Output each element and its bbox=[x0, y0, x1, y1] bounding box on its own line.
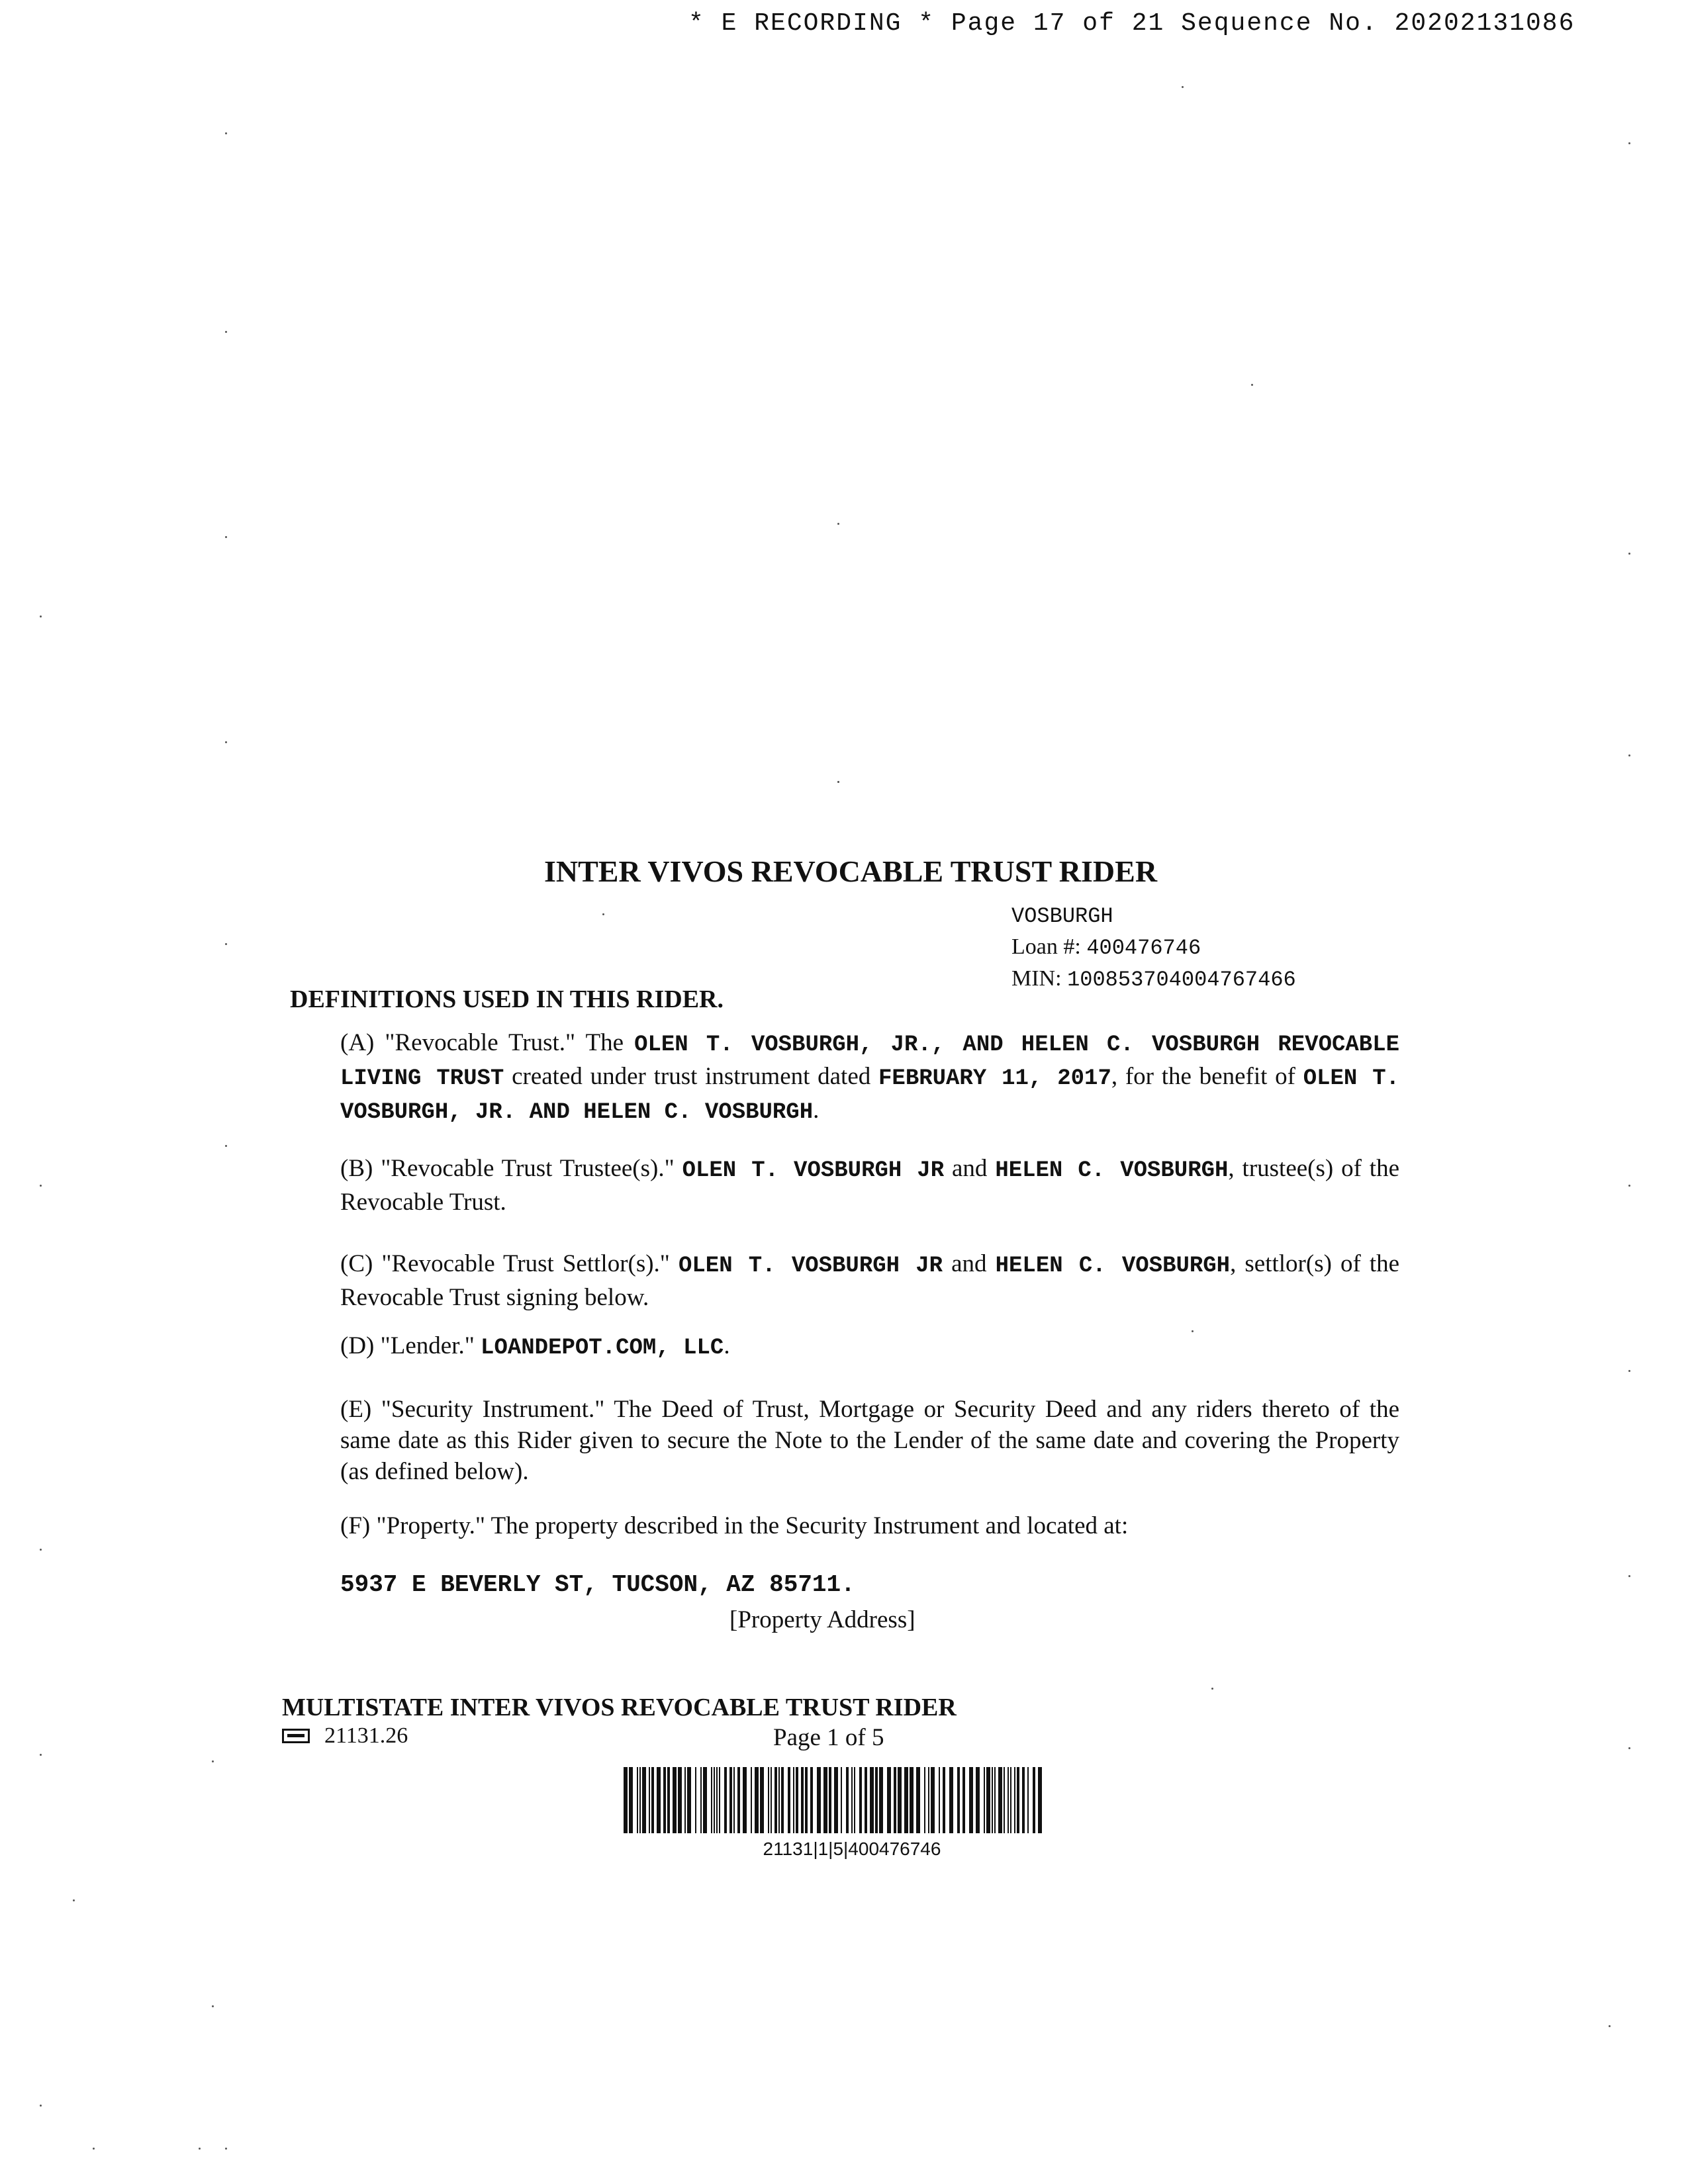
scan-speck bbox=[225, 1145, 227, 1147]
barcode-bar bbox=[678, 1767, 682, 1833]
barcode-bar bbox=[962, 1767, 965, 1833]
barcode-bar bbox=[924, 1767, 925, 1833]
definition-c-prefix: (C) "Revocable Trust Settlor(s)." bbox=[340, 1250, 670, 1277]
scan-speck bbox=[73, 1899, 75, 1901]
barcode-bar bbox=[986, 1767, 990, 1833]
barcode-bar bbox=[865, 1767, 867, 1833]
definition-c-and: and bbox=[951, 1250, 987, 1277]
barcode-bar bbox=[719, 1767, 720, 1833]
definition-d bbox=[340, 1330, 1399, 1364]
scan-speck bbox=[40, 1549, 42, 1551]
barcode-bar bbox=[651, 1767, 654, 1833]
barcode-bar bbox=[657, 1767, 661, 1833]
barcode-bar bbox=[817, 1767, 821, 1833]
scan-speck bbox=[225, 741, 227, 743]
barcode-bar bbox=[879, 1767, 883, 1833]
scan-speck bbox=[837, 523, 839, 525]
barcode-bar bbox=[939, 1767, 940, 1833]
barcode-bar bbox=[1038, 1767, 1042, 1833]
barcode-bar bbox=[810, 1767, 813, 1833]
scan-speck bbox=[602, 913, 604, 915]
definitions-heading: DEFINITIONS USED IN THIS RIDER. bbox=[290, 985, 724, 1013]
page-number: Page 1 of 5 bbox=[773, 1724, 884, 1751]
barcode-bar bbox=[714, 1767, 715, 1833]
scan-speck bbox=[225, 2148, 227, 2150]
property-address-label: [Property Address] bbox=[729, 1606, 915, 1633]
barcode-bar bbox=[1014, 1767, 1015, 1833]
barcode-bar bbox=[931, 1767, 935, 1833]
barcode-bar bbox=[823, 1767, 827, 1833]
min-label: MIN: bbox=[1011, 966, 1062, 991]
scan-speck bbox=[225, 536, 227, 538]
barcode-bar bbox=[733, 1767, 735, 1833]
barcode-bar bbox=[894, 1767, 896, 1833]
scan-speck bbox=[1628, 142, 1630, 144]
barcode-bar bbox=[743, 1767, 747, 1833]
barcode-bar bbox=[760, 1767, 764, 1833]
barcode-bar bbox=[805, 1767, 808, 1833]
barcode-bar bbox=[998, 1767, 1002, 1833]
barcode-bar bbox=[649, 1767, 650, 1833]
scan-speck bbox=[225, 943, 227, 945]
definition-b-and: and bbox=[952, 1155, 988, 1182]
barcode-bar bbox=[904, 1767, 908, 1833]
definition-b-prefix: (B) "Revocable Trust Trustee(s)." bbox=[340, 1155, 675, 1182]
scan-speck bbox=[1628, 553, 1630, 555]
property-address: 5937 E BEVERLY ST, TUCSON, AZ 85711. bbox=[340, 1571, 855, 1598]
barcode-bar bbox=[859, 1767, 862, 1833]
barcode-bar bbox=[751, 1767, 752, 1833]
definition-b-suffix: , trustee(s) of the Revocable Trust. bbox=[340, 1155, 1399, 1216]
barcode-bar bbox=[1027, 1767, 1029, 1833]
barcode-bar bbox=[737, 1767, 740, 1833]
scan-speck bbox=[1211, 1688, 1213, 1690]
barcode-bar bbox=[624, 1767, 628, 1833]
barcode bbox=[624, 1767, 1047, 1833]
scan-speck bbox=[40, 1185, 42, 1187]
barcode-bar bbox=[957, 1767, 960, 1833]
trustee-name-1: OLEN T. VOSBURGH JR bbox=[682, 1158, 945, 1183]
barcode-bar bbox=[801, 1767, 804, 1833]
form-number: 21131.26 bbox=[324, 1723, 408, 1748]
barcode-bar bbox=[976, 1767, 980, 1833]
definition-c-suffix: , settlor(s) of the Revocable Trust signing below. bbox=[340, 1250, 1400, 1311]
scan-speck bbox=[40, 2105, 42, 2107]
form-title: MULTISTATE INTER VIVOS REVOCABLE TRUST RIDER bbox=[282, 1694, 957, 1721]
definition-a-prefix: (A) "Revocable Trust." The bbox=[340, 1029, 624, 1056]
barcode-bar bbox=[834, 1767, 838, 1833]
barcode-bar bbox=[898, 1767, 902, 1833]
definition-a-mid: created under trust instrument dated bbox=[512, 1063, 871, 1090]
barcode-bar bbox=[716, 1767, 718, 1833]
barcode-bar bbox=[642, 1767, 646, 1833]
loan-info-block bbox=[1011, 901, 1296, 995]
barcode-bar bbox=[771, 1767, 772, 1833]
barcode-bar bbox=[700, 1767, 702, 1833]
barcode-bar bbox=[768, 1767, 769, 1833]
barcode-bar bbox=[910, 1767, 914, 1833]
barcode-bar bbox=[629, 1767, 633, 1833]
barcode-bar bbox=[673, 1767, 677, 1833]
scan-speck bbox=[1628, 1747, 1630, 1749]
scan-speck bbox=[1628, 754, 1630, 756]
form-logo-icon bbox=[282, 1729, 310, 1743]
barcode-bar bbox=[1004, 1767, 1005, 1833]
barcode-bar bbox=[637, 1767, 638, 1833]
loan-number-line bbox=[1011, 932, 1296, 964]
barcode-bar bbox=[846, 1767, 849, 1833]
barcode-bar bbox=[829, 1767, 831, 1833]
definition-c bbox=[340, 1248, 1399, 1313]
scan-speck bbox=[93, 2148, 95, 2150]
barcode-bar bbox=[887, 1767, 891, 1833]
scan-speck bbox=[225, 132, 227, 134]
barcode-bar bbox=[949, 1767, 953, 1833]
scan-speck bbox=[212, 2005, 214, 2007]
trustee-name-2: HELEN C. VOSBURGH bbox=[995, 1158, 1229, 1183]
recording-header: * E RECORDING * Page 17 of 21 Sequence No. 20202131086 bbox=[688, 9, 1575, 38]
barcode-bar bbox=[684, 1767, 686, 1833]
definition-d-prefix: (D) "Lender." bbox=[340, 1332, 475, 1359]
definition-a-end: . bbox=[813, 1097, 820, 1124]
scan-speck bbox=[40, 1754, 42, 1756]
barcode-bar bbox=[687, 1767, 691, 1833]
barcode-bar bbox=[1010, 1767, 1011, 1833]
barcode-bar bbox=[695, 1767, 696, 1833]
barcode-bar bbox=[639, 1767, 641, 1833]
form-code bbox=[282, 1723, 408, 1749]
barcode-bar bbox=[928, 1767, 929, 1833]
barcode-bar bbox=[663, 1767, 666, 1833]
barcode-bar bbox=[1008, 1767, 1009, 1833]
scan-speck bbox=[199, 2148, 201, 2150]
scan-speck bbox=[1192, 1330, 1194, 1332]
scan-speck bbox=[1251, 384, 1253, 386]
barcode-bar bbox=[992, 1767, 993, 1833]
scan-speck bbox=[1182, 86, 1184, 88]
barcode-bar bbox=[755, 1767, 759, 1833]
barcode-bar bbox=[875, 1767, 878, 1833]
barcode-text: 21131|1|5|400476746 bbox=[763, 1839, 941, 1859]
barcode-bar bbox=[994, 1767, 996, 1833]
min-line bbox=[1011, 964, 1296, 995]
trust-name: OLEN T. VOSBURGH, JR., AND HELEN C. VOSBURGH REVOCABLE LIVING TRUST bbox=[340, 1032, 1400, 1091]
barcode-bar bbox=[854, 1767, 855, 1833]
definition-a-mid2: , for the benefit of bbox=[1111, 1063, 1295, 1090]
barcode-bar bbox=[778, 1767, 780, 1833]
scan-speck bbox=[837, 781, 839, 783]
barcode-bar bbox=[724, 1767, 727, 1833]
settlor-name-1: OLEN T. VOSBURGH JR bbox=[678, 1253, 943, 1279]
barcode-bar bbox=[1033, 1767, 1035, 1833]
document-title: INTER VIVOS REVOCABLE TRUST RIDER bbox=[543, 854, 1158, 888]
barcode-bar bbox=[711, 1767, 712, 1833]
barcode-bar bbox=[1017, 1767, 1019, 1833]
scan-speck bbox=[1609, 2025, 1611, 2027]
scan-speck bbox=[212, 1760, 214, 1762]
barcode-bar bbox=[851, 1767, 853, 1833]
scan-speck bbox=[1628, 1370, 1630, 1372]
barcode-bar bbox=[969, 1767, 973, 1833]
borrower-surname: VOSBURGH bbox=[1011, 904, 1113, 929]
barcode-bar bbox=[916, 1767, 920, 1833]
barcode-bar bbox=[984, 1767, 985, 1833]
barcode-bar bbox=[943, 1767, 945, 1833]
lender-name: LOANDEPOT.COM, LLC bbox=[481, 1336, 724, 1361]
loan-number: 400476746 bbox=[1086, 936, 1201, 960]
barcode-bar bbox=[793, 1767, 794, 1833]
trust-date: FEBRUARY 11, 2017 bbox=[878, 1066, 1111, 1091]
definition-f: (F) "Property." The property described in the Security Instrument and located at: bbox=[340, 1512, 1129, 1539]
barcode-bar bbox=[841, 1767, 842, 1833]
settlor-name-2: HELEN C. VOSBURGH bbox=[995, 1253, 1231, 1279]
min-number: 100853704004767466 bbox=[1067, 968, 1296, 992]
definition-a bbox=[340, 1027, 1399, 1128]
scan-speck bbox=[1628, 1575, 1630, 1577]
barcode-bar bbox=[796, 1767, 798, 1833]
definition-b bbox=[340, 1153, 1399, 1218]
barcode-bar bbox=[667, 1767, 670, 1833]
definition-e: (E) "Security Instrument." The Deed of Trust, Mortgage or Security Deed and any riders thereto of the same date as this Rider given to secure the Note to the Lender of the same date and covering the Property (as defined below). bbox=[340, 1396, 1399, 1485]
barcode-bar bbox=[774, 1767, 777, 1833]
barcode-bar bbox=[1022, 1767, 1025, 1833]
loan-number-label: Loan #: bbox=[1011, 934, 1081, 959]
scan-speck bbox=[225, 331, 227, 333]
trust-beneficiaries: OLEN T. VOSBURGH, JR. AND HELEN C. VOSBURGH bbox=[340, 1066, 1400, 1125]
scan-speck bbox=[1628, 1185, 1630, 1187]
barcode-bar bbox=[781, 1767, 784, 1833]
barcode-bar bbox=[703, 1767, 707, 1833]
scan-speck bbox=[40, 615, 42, 617]
barcode-bar bbox=[870, 1767, 874, 1833]
barcode-bar bbox=[729, 1767, 732, 1833]
barcode-bar bbox=[788, 1767, 790, 1833]
definition-d-end: . bbox=[724, 1332, 730, 1359]
